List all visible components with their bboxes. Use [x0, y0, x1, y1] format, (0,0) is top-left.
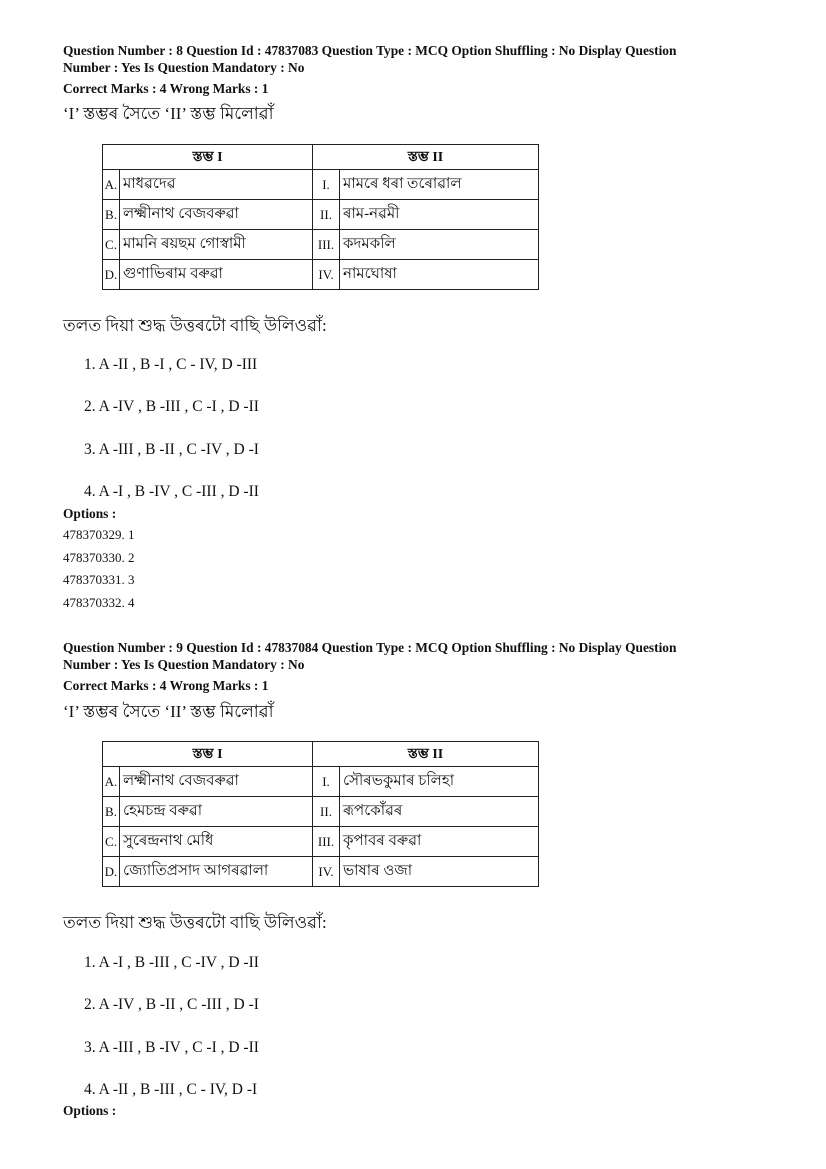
answer-choice-4: 4. A -I , B -IV , C -III , D -II [84, 483, 259, 500]
match-table [102, 741, 539, 887]
marks-line: Correct Marks : 4 Wrong Marks : 1 [63, 81, 269, 96]
header-line-1: Question Number : 9 Question Id : 47837084 Question Type : MCQ Option Shuffling : No Display Question [63, 640, 677, 655]
match-instruction: ‘I’ স্তম্ভৰ সৈতে ‘II’ স্তম্ভ মিলোৱাঁ [63, 104, 274, 123]
marks-line: Correct Marks : 4 Wrong Marks : 1 [63, 678, 269, 693]
table-row [103, 200, 539, 230]
row-key: C. [103, 230, 120, 260]
table-row [103, 827, 539, 857]
table-row [103, 797, 539, 827]
option-id-list [63, 524, 135, 614]
choose-instruction: তলত দিয়া শুদ্ধ উত্তৰটো বাছি উলিওৱাঁ: [63, 316, 327, 335]
row-left-item: হেমচন্দ্র বৰুৱা [120, 797, 313, 827]
option-id: 478370330. 2 [63, 549, 135, 565]
row-number: III. [313, 230, 340, 260]
table-row [103, 767, 539, 797]
table-row [103, 260, 539, 290]
row-number: I. [313, 767, 340, 797]
row-right-item: সৌৰভকুমাৰ চলিহা [340, 767, 539, 797]
row-right-item: কদমকলি [340, 230, 539, 260]
row-key: A. [103, 767, 120, 797]
row-number: III. [313, 827, 340, 857]
answer-choice-4: 4. A -II , B -III , C - IV, D -I [84, 1081, 258, 1098]
question-header [63, 43, 763, 76]
column-2-header: স্তম্ভ II [313, 145, 539, 170]
row-left-item: মাধৱদেৱ [120, 170, 313, 200]
answer-choice-1: 1. A -I , B -III , C -IV , D -II [84, 954, 259, 971]
row-left-item: লক্ষ্মীনাথ বেজবৰুৱা [120, 767, 313, 797]
option-id: 478370329. 1 [63, 527, 135, 542]
option-id: 478370332. 4 [63, 594, 135, 610]
row-left-item: গুণাভিৰাম বৰুৱা [120, 260, 313, 290]
question-header [63, 640, 763, 673]
row-left-item: জ্যোতিপ্রসাদ আগৰৱালা [120, 857, 313, 887]
row-key: B. [103, 200, 120, 230]
row-key: C. [103, 827, 120, 857]
row-left-item: লক্ষ্মীনাথ বেজবৰুৱা [120, 200, 313, 230]
row-right-item: ভাষাৰ ওজা [340, 857, 539, 887]
options-label: Options : [63, 1103, 117, 1118]
table-row [103, 230, 539, 260]
row-number: II. [313, 200, 340, 230]
table-row [103, 170, 539, 200]
match-instruction: ‘I’ স্তম্ভৰ সৈতে ‘II’ স্তম্ভ মিলোৱাঁ [63, 702, 274, 721]
option-id: 478370331. 3 [63, 572, 135, 587]
column-2-header: স্তম্ভ II [313, 742, 539, 767]
row-number: II. [313, 797, 340, 827]
row-number: IV. [313, 260, 340, 290]
choose-instruction: তলত দিয়া শুদ্ধ উত্তৰটো বাছি উলিওৱাঁ: [63, 913, 327, 932]
header-line-2: Number : Yes Is Question Mandatory : No [63, 59, 305, 75]
header-line-1: Question Number : 8 Question Id : 47837083 Question Type : MCQ Option Shuffling : No Display Question [63, 43, 677, 58]
row-left-item: মামনি ৰয়ছম গোস্বামী [120, 230, 313, 260]
answer-choice-1: 1. A -II , B -I , C - IV, D -III [84, 356, 258, 373]
row-number: IV. [313, 857, 340, 887]
table-row [103, 857, 539, 887]
row-right-item: ৰূপকোঁৱৰ [340, 797, 539, 827]
options-label: Options : [63, 506, 117, 521]
match-table [102, 144, 539, 290]
row-left-item: সুৰেন্দ্রনাথ মেধি [120, 827, 313, 857]
row-right-item: ৰাম-নৱমী [340, 200, 539, 230]
row-key: A. [103, 170, 120, 200]
row-key: D. [103, 857, 120, 887]
answer-choice-3: 3. A -III , B -IV , C -I , D -II [84, 1039, 259, 1056]
answer-choice-2: 2. A -IV , B -III , C -I , D -II [84, 398, 259, 415]
row-number: I. [313, 170, 340, 200]
row-key: D. [103, 260, 120, 290]
column-1-header: স্তম্ভ I [103, 145, 313, 170]
answer-choice-2: 2. A -IV , B -II , C -III , D -I [84, 996, 259, 1013]
column-1-header: স্তম্ভ I [103, 742, 313, 767]
row-right-item: নামঘোষা [340, 260, 539, 290]
answer-choice-3: 3. A -III , B -II , C -IV , D -I [84, 441, 259, 458]
row-right-item: মামৰে ধৰা তৰোৱাল [340, 170, 539, 200]
header-line-2: Number : Yes Is Question Mandatory : No [63, 656, 305, 672]
row-key: B. [103, 797, 120, 827]
row-right-item: কৃপাবৰ বৰুৱা [340, 827, 539, 857]
